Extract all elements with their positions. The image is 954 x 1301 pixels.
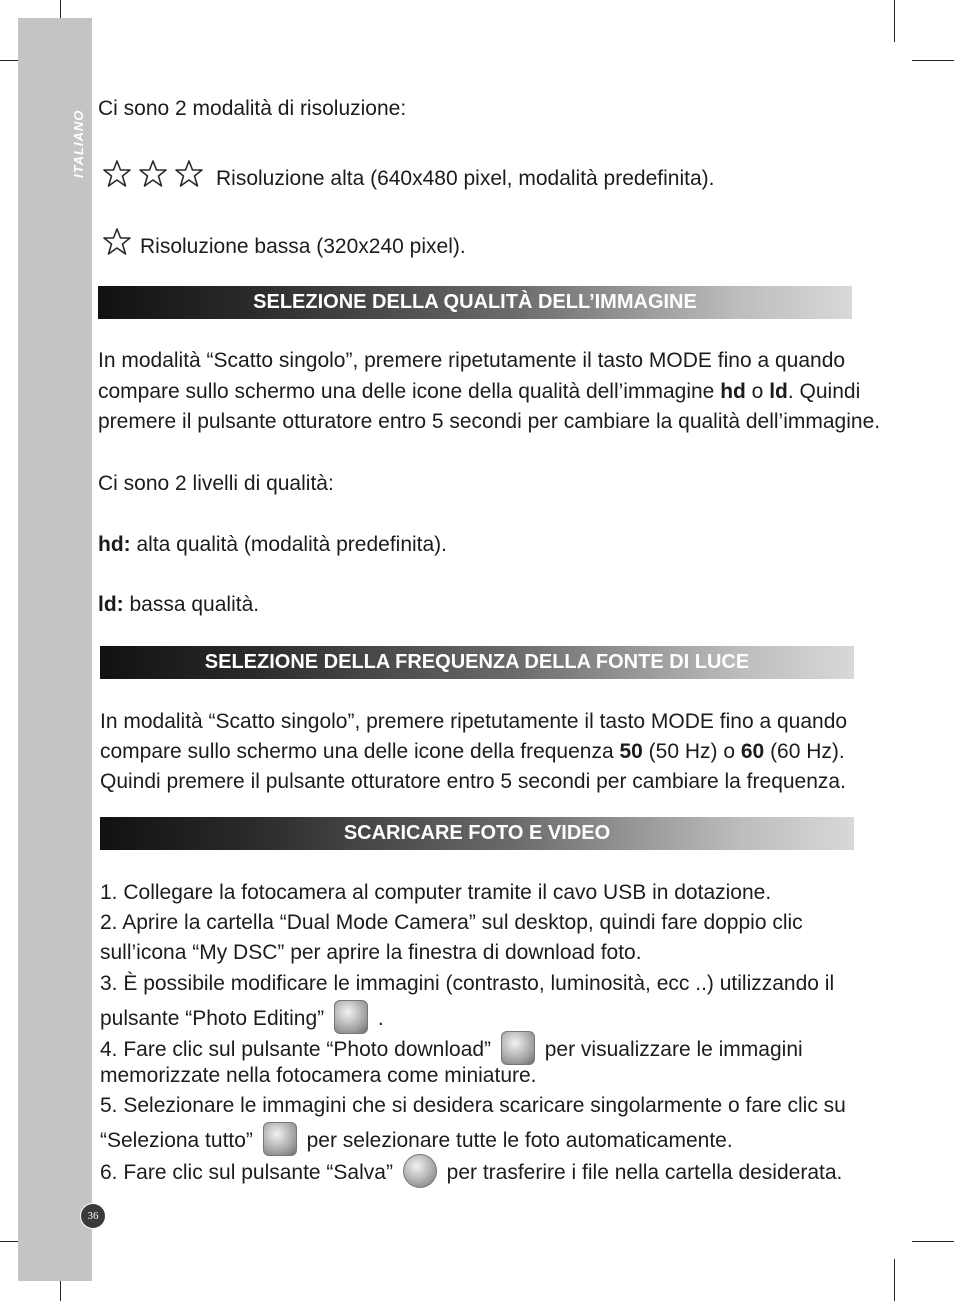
- frequency-line-2: [100, 737, 845, 767]
- download-step-5a: 5. Selezionare le immagini che si desidera scaricare singolarmente o fare clic su: [100, 1094, 846, 1117]
- quality-section-heading: [98, 286, 852, 319]
- download-step-6: [100, 1154, 842, 1188]
- freq-60-keyword: 60: [740, 740, 765, 763]
- download-step-3b: [100, 1000, 384, 1034]
- frequency-line-1: In modalità “Scatto singolo”, premere ripetutamente il tasto MODE fino a quando: [100, 710, 848, 733]
- hd-keyword: hd: [720, 380, 746, 403]
- crop-mark: [912, 60, 954, 61]
- quality-level-hd: [98, 530, 447, 560]
- photo-download-icon: [501, 1031, 535, 1065]
- frequency-heading-text: SELEZIONE DELLA FREQUENZA DELLA FONTE DI LUCE: [204, 651, 750, 673]
- download-step-2b: sull’icona “My DSC” per aprire la finestra di download foto.: [100, 941, 642, 964]
- photo-editing-icon: [334, 1000, 368, 1034]
- hd-description: alta qualità (modalità predefinita).: [130, 533, 447, 556]
- freq-50-keyword: 50: [619, 740, 643, 763]
- download-text: 4. Fare clic sul pulsante “Photo download”: [100, 1038, 492, 1061]
- download-step-5b: [100, 1122, 733, 1156]
- resolution-low-text: Risoluzione bassa (320x240 pixel).: [140, 235, 466, 258]
- download-step-2a: 2. Aprire la cartella “Dual Mode Camera” sul desktop, quindi fare doppio clic: [100, 911, 803, 934]
- quality-level-ld: [98, 590, 259, 620]
- resolution-high-text: Risoluzione alta (640x480 pixel, modalità predefinita).: [216, 167, 715, 190]
- ld-keyword: ld: [769, 380, 788, 403]
- resolution-low-row: [102, 227, 466, 262]
- three-stars-icon: [102, 159, 210, 189]
- select-all-icon: [263, 1122, 297, 1156]
- quality-paragraph-line-3: premere il pulsante otturatore entro 5 secondi per cambiare la qualità dell’immagine.: [98, 410, 881, 433]
- language-label: ITALIANO: [71, 109, 86, 178]
- download-text: “Seleziona tutto”: [100, 1129, 253, 1152]
- download-heading-text: SCARICARE FOTO E VIDEO: [343, 822, 611, 844]
- page-number-badge: [80, 1203, 106, 1229]
- download-step-4b: memorizzate nella fotocamera come miniature.: [100, 1064, 537, 1087]
- frequency-section-heading: [100, 646, 854, 679]
- quality-paragraph-line-1: In modalità “Scatto singolo”, premere ripetutamente il tasto MODE fino a quando: [98, 349, 846, 372]
- star-outline-icon: [102, 227, 134, 257]
- quality-text: . Quindi: [787, 380, 861, 403]
- download-text: per trasferire i file nella cartella desiderata.: [446, 1161, 843, 1184]
- crop-mark: [894, 0, 895, 42]
- language-tab: [65, 98, 95, 188]
- crop-mark: [912, 1241, 954, 1242]
- download-step-1: 1. Collegare la fotocamera al computer tramite il cavo USB in dotazione.: [100, 881, 772, 904]
- quality-paragraph-line-2: [98, 377, 860, 407]
- quality-text: compare sullo schermo una delle icone della qualità dell’immagine: [98, 380, 721, 403]
- download-text: per selezionare tutte le foto automaticamente.: [306, 1129, 733, 1152]
- download-text: .: [377, 1007, 384, 1030]
- ld-description: bassa qualità.: [123, 593, 260, 616]
- page-sidebar: [18, 18, 92, 1281]
- ld-label: ld:: [98, 593, 124, 616]
- download-section-heading: [100, 817, 854, 850]
- quality-heading-text: SELEZIONE DELLA QUALITÀ DELL’IMMAGINE: [253, 291, 697, 313]
- quality-text: o: [745, 380, 770, 403]
- crop-mark: [894, 1259, 895, 1301]
- download-text: pulsante “Photo Editing”: [100, 1007, 325, 1030]
- download-text: per visualizzare le immagini: [544, 1038, 803, 1061]
- hd-label: hd:: [98, 533, 131, 556]
- download-text: 6. Fare clic sul pulsante “Salva”: [100, 1161, 393, 1184]
- frequency-text: (60 Hz).: [764, 740, 845, 763]
- download-step-3a: 3. È possibile modificare le immagini (contrasto, luminosità, ecc ..) utilizzando il: [100, 972, 835, 995]
- download-step-4a: [100, 1031, 803, 1065]
- frequency-line-3: Quindi premere il pulsante otturatore entro 5 secondi per cambiare la frequenza.: [100, 770, 846, 793]
- save-icon: [403, 1154, 437, 1188]
- frequency-text: (50 Hz) o: [642, 740, 741, 763]
- frequency-text: compare sullo schermo una delle icone della frequenza: [100, 740, 620, 763]
- resolution-high-row: [102, 159, 714, 194]
- quality-levels-intro: Ci sono 2 livelli di qualità:: [98, 472, 334, 495]
- resolution-intro: Ci sono 2 modalità di risoluzione:: [98, 97, 407, 120]
- page-number: 36: [87, 1210, 99, 1222]
